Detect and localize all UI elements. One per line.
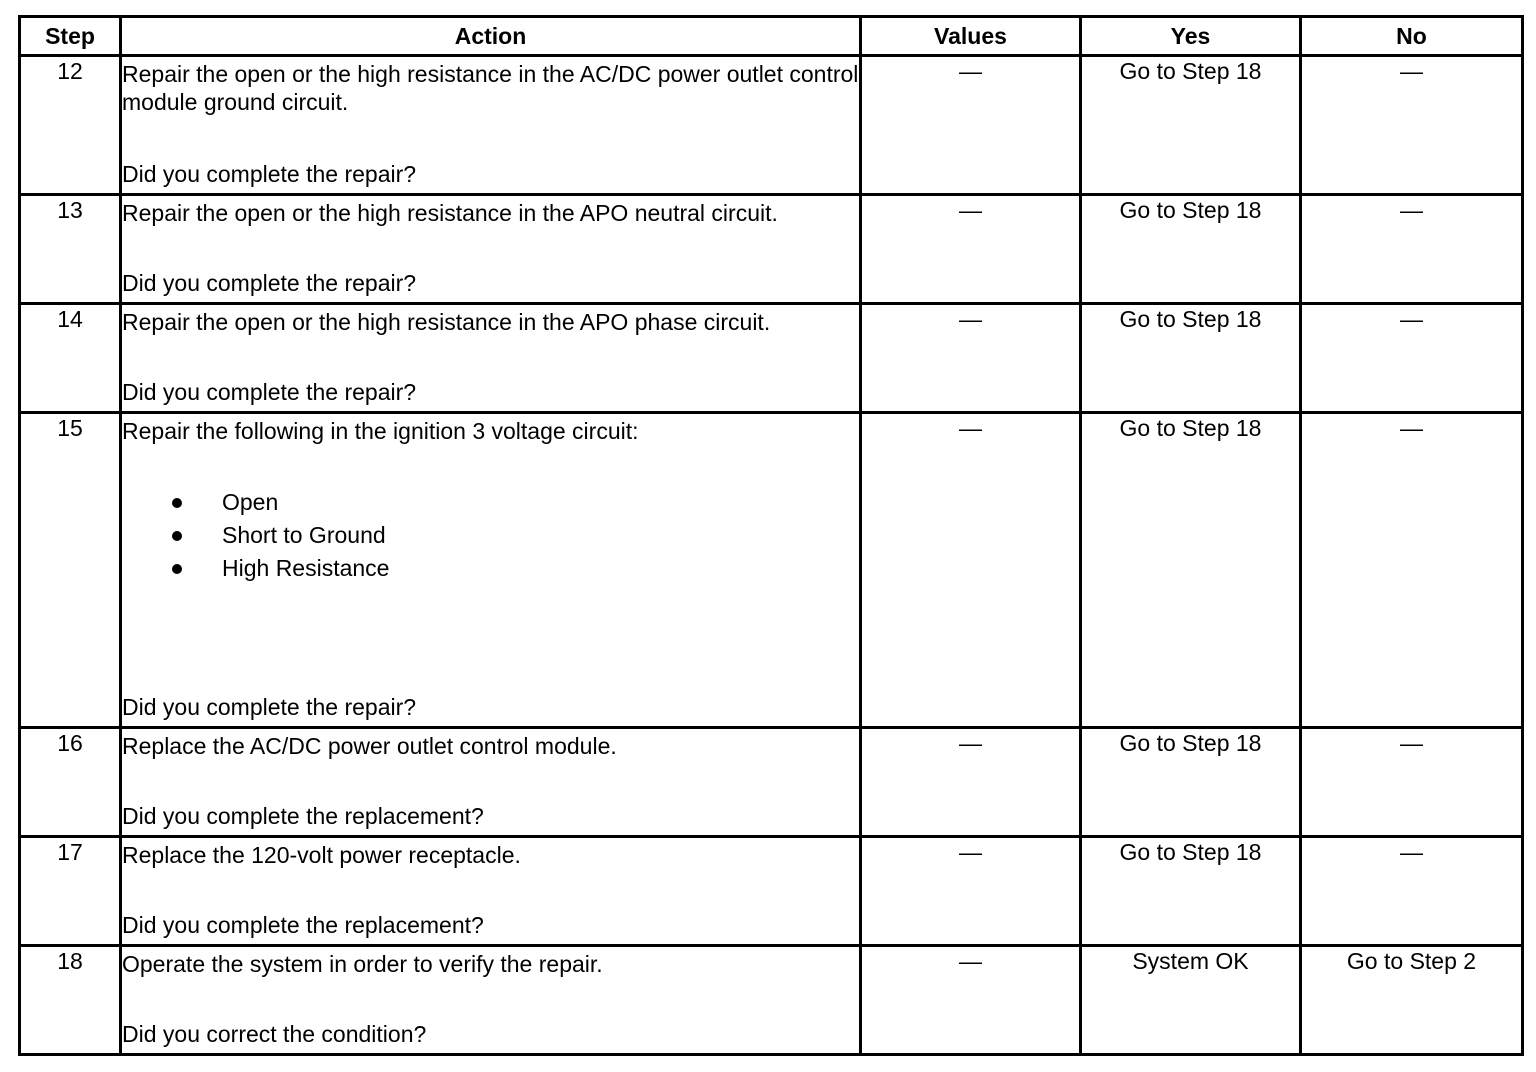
action-cell	[121, 304, 861, 413]
action-cell	[121, 195, 861, 304]
values-cell: —	[861, 304, 1081, 413]
action-cell	[121, 56, 861, 195]
values-cell: —	[861, 728, 1081, 837]
table-row	[20, 946, 1523, 1055]
table-row	[20, 304, 1523, 413]
values-cell: —	[861, 837, 1081, 946]
bullet-dot-icon	[172, 498, 182, 508]
table-row	[20, 56, 1523, 195]
table-row	[20, 837, 1523, 946]
yes-cell: Go to Step 18	[1081, 56, 1301, 195]
no-cell: —	[1301, 837, 1523, 946]
action-question: Did you complete the replacement?	[122, 803, 484, 829]
action-text: Repair the open or the high resistance in the AC/DC power outlet control module ground circuit.	[122, 61, 859, 115]
diagnostic-table	[18, 15, 1524, 1056]
bullet-text: Short to Ground	[222, 522, 386, 548]
bullet-text: High Resistance	[222, 555, 390, 581]
values-cell: —	[861, 413, 1081, 728]
step-number: 18	[20, 946, 121, 1055]
no-cell: —	[1301, 304, 1523, 413]
yes-cell: Go to Step 18	[1081, 728, 1301, 837]
bullet-dot-icon	[172, 564, 182, 574]
action-cell	[121, 946, 861, 1055]
yes-cell: Go to Step 18	[1081, 413, 1301, 728]
bullet-item	[122, 520, 859, 553]
step-number: 14	[20, 304, 121, 413]
yes-cell: Go to Step 18	[1081, 195, 1301, 304]
action-question: Did you correct the condition?	[122, 1021, 427, 1047]
action-text: Repair the following in the ignition 3 voltage circuit:	[122, 418, 639, 444]
action-text: Repair the open or the high resistance in the APO neutral circuit.	[122, 200, 778, 226]
action-cell	[121, 413, 861, 728]
action-question: Did you complete the repair?	[122, 694, 417, 720]
values-cell: —	[861, 56, 1081, 195]
no-cell: —	[1301, 56, 1523, 195]
action-text: Replace the 120-volt power receptacle.	[122, 842, 521, 868]
yes-cell: System OK	[1081, 946, 1301, 1055]
action-text: Replace the AC/DC power outlet control module.	[122, 733, 617, 759]
step-number: 17	[20, 837, 121, 946]
values-cell: —	[861, 195, 1081, 304]
action-text: Operate the system in order to verify the repair.	[122, 951, 603, 977]
no-cell: —	[1301, 413, 1523, 728]
action-cell	[121, 837, 861, 946]
yes-cell: Go to Step 18	[1081, 304, 1301, 413]
bullet-dot-icon	[172, 531, 182, 541]
header-action: Action	[121, 17, 861, 56]
header-yes: Yes	[1081, 17, 1301, 56]
bullet-list	[122, 487, 859, 586]
table-header-row	[20, 17, 1523, 56]
header-no: No	[1301, 17, 1523, 56]
action-question: Did you complete the repair?	[122, 161, 417, 187]
yes-cell: Go to Step 18	[1081, 837, 1301, 946]
bullet-text: Open	[222, 489, 279, 515]
table-row	[20, 728, 1523, 837]
step-number: 13	[20, 195, 121, 304]
step-number: 12	[20, 56, 121, 195]
table-row	[20, 413, 1523, 728]
header-values: Values	[861, 17, 1081, 56]
bullet-item	[122, 553, 859, 586]
action-question: Did you complete the repair?	[122, 270, 417, 296]
step-number: 15	[20, 413, 121, 728]
bullet-item	[122, 487, 859, 520]
step-number: 16	[20, 728, 121, 837]
no-cell: —	[1301, 728, 1523, 837]
action-question: Did you complete the repair?	[122, 379, 417, 405]
no-cell: —	[1301, 195, 1523, 304]
table-row	[20, 195, 1523, 304]
header-step: Step	[20, 17, 121, 56]
values-cell: —	[861, 946, 1081, 1055]
action-question: Did you complete the replacement?	[122, 912, 484, 938]
action-cell	[121, 728, 861, 837]
action-text: Repair the open or the high resistance in the APO phase circuit.	[122, 309, 771, 335]
no-cell: Go to Step 2	[1301, 946, 1523, 1055]
